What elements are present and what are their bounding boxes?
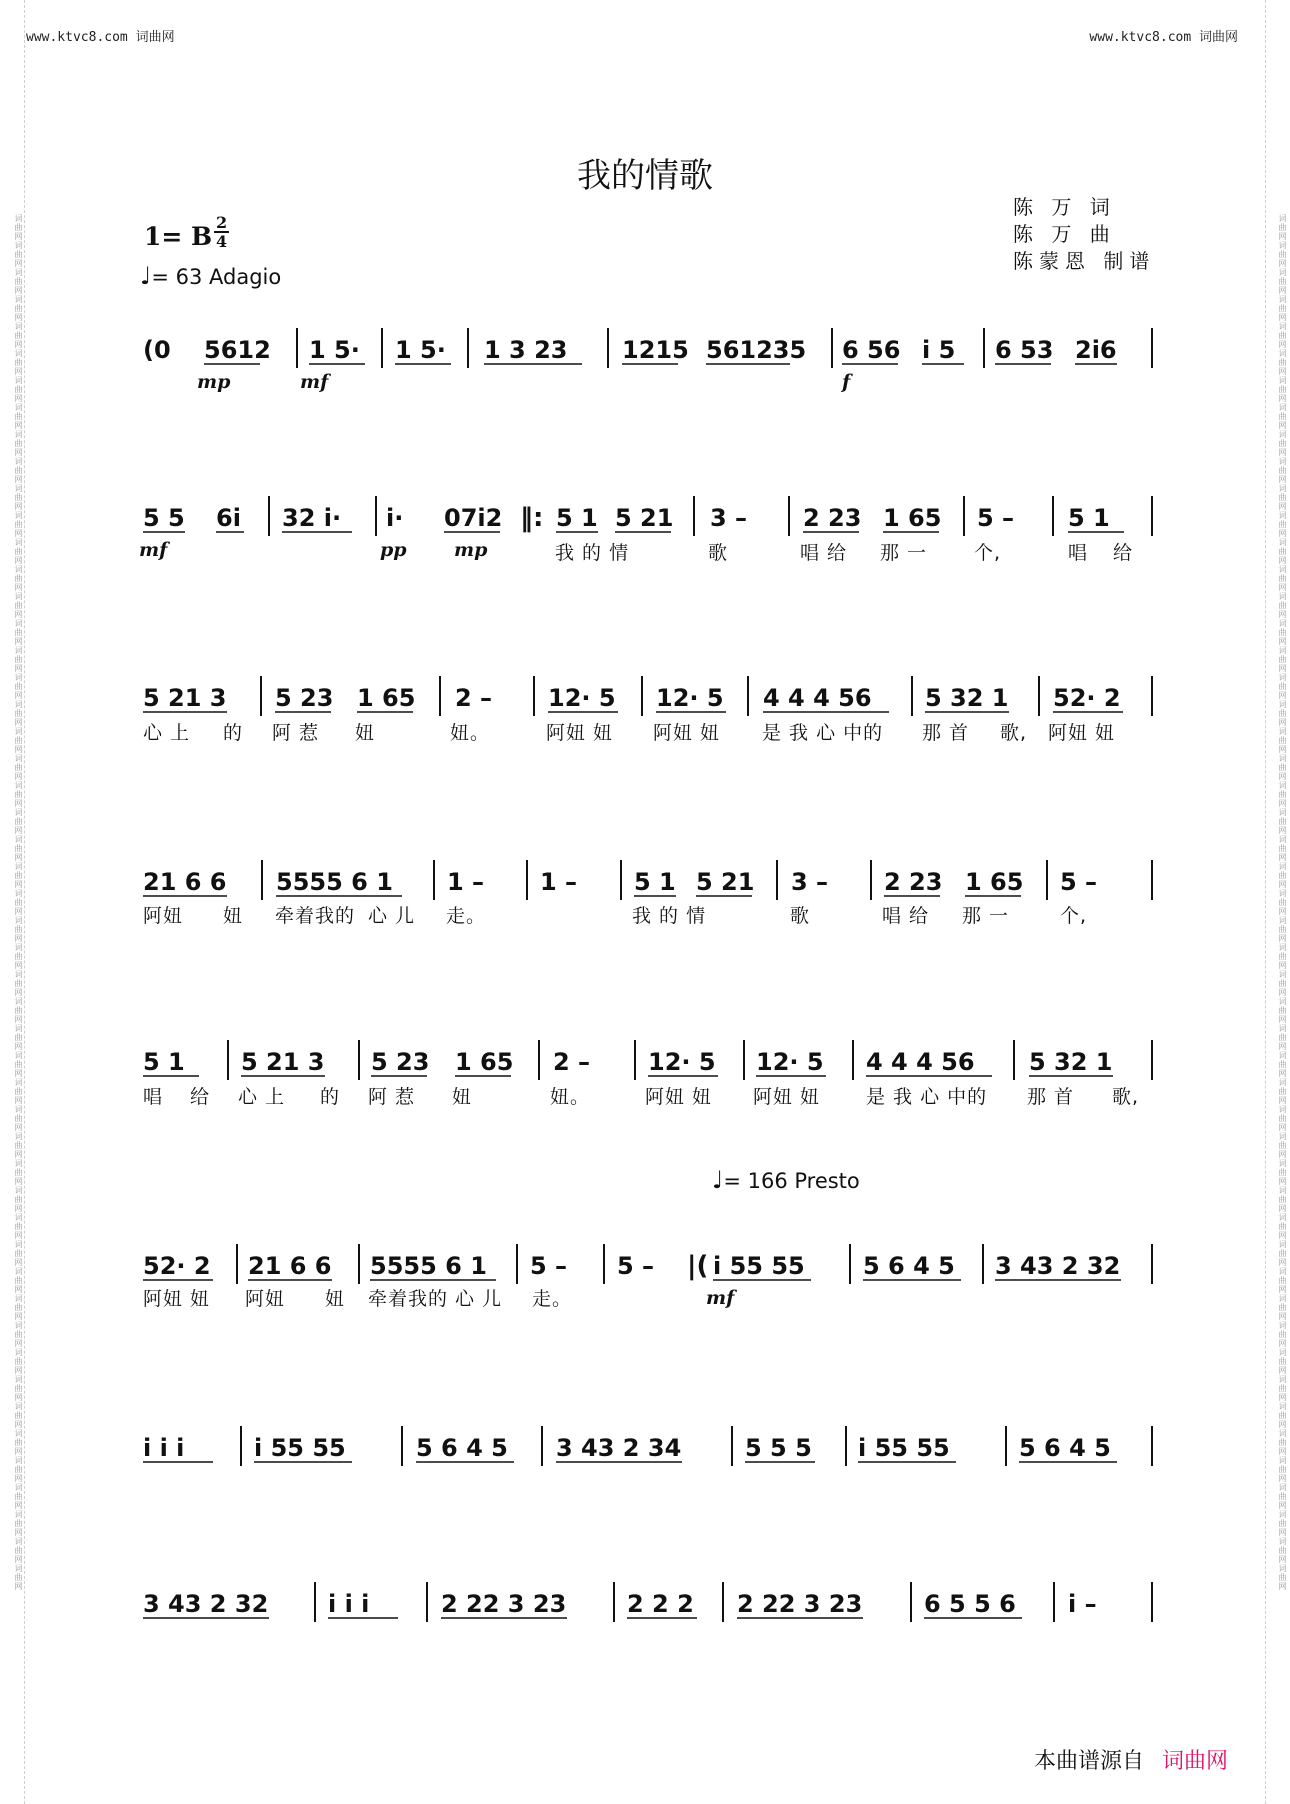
lyric-syllables: 妞 xyxy=(223,905,244,927)
quarter-note-icon: ♩ xyxy=(140,262,152,290)
note-group: 4 4 4 56 xyxy=(866,1048,975,1076)
note-group: 4 4 4 56 xyxy=(763,684,872,712)
note-group: 52· 2 xyxy=(143,1252,211,1280)
dynamic-marking: pp xyxy=(380,539,407,561)
note-group: 12· 5 xyxy=(756,1048,824,1076)
note-group: 6 56 xyxy=(842,336,901,364)
lyric-syllables: 我 的 情 xyxy=(555,542,630,564)
key-signature: 1= B xyxy=(144,222,213,251)
note-group: 1 65 xyxy=(965,868,1024,896)
left-watermark-strip: 词曲网词曲网词曲网词曲网词曲网词曲网词曲网词曲网词曲网词曲网词曲网词曲网词曲网词曲网词曲网词曲网词曲网词曲网词曲网词曲网词曲网词曲网词曲网词曲网词曲网词曲网词曲网词曲网词曲网词曲网词曲网词曲网词曲网词曲网词曲网词曲网词曲网词曲网词曲网词曲网词曲网词曲网词曲网词曲网词曲网词曲网词曲网词曲网词曲网词曲网词曲网 xyxy=(2,0,25,1804)
note-group: 1215 xyxy=(622,336,689,364)
note-group: 5 1 xyxy=(143,1048,185,1076)
note-group: 1 – xyxy=(540,868,578,896)
time-signature xyxy=(214,214,229,250)
note-group: 2 23 xyxy=(884,868,943,896)
lyric-syllables: 阿妞 妞 xyxy=(753,1086,821,1108)
credit-composer: 陈 万 曲 xyxy=(1013,222,1116,246)
note-group: 2 2 2 xyxy=(627,1590,694,1618)
source-footer xyxy=(1034,1744,1228,1775)
note-group: 32 i· xyxy=(282,504,342,532)
lyric-syllables: 那 一 xyxy=(962,905,1010,927)
lyric-syllables: 唱 给 xyxy=(800,542,848,564)
note-group: 5612 xyxy=(204,336,271,364)
note-group: 1 65 xyxy=(883,504,942,532)
note-group: 5 6 4 5 xyxy=(1019,1434,1111,1462)
lyric-syllables: 妞 xyxy=(325,1288,346,1310)
site-url-left: www.ktvc8.com 词曲网 xyxy=(26,30,175,45)
lyric-syllables: 心 上 xyxy=(238,1086,286,1108)
lyric-syllables: 那 首 xyxy=(1027,1086,1075,1108)
lyric-syllables: 妞 xyxy=(355,722,376,744)
lyric-syllables: 妞。 xyxy=(450,722,491,744)
note-group: 5 – xyxy=(617,1252,655,1280)
dynamic-marking: f xyxy=(842,371,851,393)
lyric-syllables: 走。 xyxy=(532,1288,573,1310)
note-group: 5 – xyxy=(977,504,1015,532)
lyric-syllables: 心 儿 xyxy=(368,905,416,927)
note-group: 5 21 3 xyxy=(143,684,227,712)
note-group: 5 32 1 xyxy=(1029,1048,1113,1076)
dynamic-marking: mp xyxy=(454,539,488,561)
time-numerator: 2 xyxy=(216,213,228,232)
note-group: 5 21 3 xyxy=(241,1048,325,1076)
note-group: 52· 2 xyxy=(1053,684,1121,712)
dynamic-marking: mf xyxy=(706,1287,735,1309)
note-group: i i i xyxy=(143,1434,185,1462)
song-title: 我的情歌 xyxy=(577,156,713,196)
lyric-syllables: 牵着我的 xyxy=(368,1288,449,1310)
note-group: i 5 xyxy=(922,336,956,364)
note-group: 2 – xyxy=(553,1048,591,1076)
score-row-8 xyxy=(0,1560,1290,1650)
lyric-syllables: 那 一 xyxy=(880,542,928,564)
credit-lyricist: 陈 万 词 xyxy=(1013,195,1116,219)
note-group: 21 6 6 xyxy=(248,1252,332,1280)
note-group: 1 5· xyxy=(395,336,446,364)
score-row-1 xyxy=(0,306,1290,396)
note-group: 5 5 xyxy=(143,504,185,532)
note-group: 2 23 xyxy=(803,504,862,532)
dynamic-marking: mf xyxy=(139,539,168,561)
note-group: 21 6 6 xyxy=(143,868,227,896)
note-group: i· xyxy=(386,504,404,532)
quarter-note-icon: ♩ xyxy=(712,1166,724,1194)
lyric-syllables: 阿妞 妞 xyxy=(653,722,721,744)
lyric-syllables: 阿妞 xyxy=(245,1288,286,1310)
note-group: 5 1 xyxy=(556,504,598,532)
time-denominator: 4 xyxy=(216,232,228,251)
note-group: 5 32 1 xyxy=(925,684,1009,712)
note-group: 3 – xyxy=(710,504,748,532)
lyric-syllables: 牵着我的 xyxy=(275,905,356,927)
lyric-syllables: 唱 给 xyxy=(882,905,930,927)
note-group: 5 6 4 5 xyxy=(863,1252,955,1280)
lyric-syllables: 阿妞 xyxy=(143,905,184,927)
note-group: 5 23 xyxy=(371,1048,430,1076)
lyrics-row-4 xyxy=(0,901,1290,927)
lyric-syllables: 妞。 xyxy=(550,1086,591,1108)
lyric-syllables: 是 我 心 中的 xyxy=(866,1086,988,1108)
lyric-syllables: 是 我 心 中的 xyxy=(762,722,884,744)
note-group: 3 43 2 32 xyxy=(995,1252,1121,1280)
lyric-syllables: 歌 xyxy=(790,905,811,927)
note-group: 5 23 xyxy=(275,684,334,712)
note-group: 1 5· xyxy=(309,336,360,364)
note-group: 12· 5 xyxy=(648,1048,716,1076)
lyric-syllables: 心 上 xyxy=(143,722,191,744)
note-group: 3 43 2 34 xyxy=(556,1434,682,1462)
note-group: i 55 55 xyxy=(713,1252,805,1280)
credits-block xyxy=(1013,194,1155,275)
lyric-syllables: 阿妞 妞 xyxy=(1048,722,1116,744)
dynamic-marking: mp xyxy=(197,371,231,393)
note-group: 2 22 3 23 xyxy=(441,1590,567,1618)
lyric-syllables: 阿 惹 xyxy=(272,722,320,744)
lyric-syllables: 心 儿 xyxy=(455,1288,503,1310)
note-group: 5 6 4 5 xyxy=(416,1434,508,1462)
note-group: 561235 xyxy=(706,336,807,364)
note-group: 2i6 xyxy=(1075,336,1117,364)
dynamic-marking: mf xyxy=(300,371,329,393)
note-group: 3 – xyxy=(791,868,829,896)
lyric-syllables: 阿妞 妞 xyxy=(645,1086,713,1108)
note-group: 1 3 23 xyxy=(484,336,568,364)
note-group: 6 5 5 6 xyxy=(924,1590,1016,1618)
repeat-bar: |( xyxy=(687,1251,709,1281)
site-url-right: www.ktvc8.com 词曲网 xyxy=(1089,30,1238,45)
note-group: 1 65 xyxy=(357,684,416,712)
lyric-syllables: 走。 xyxy=(446,905,487,927)
note-group: 07i2 xyxy=(444,504,503,532)
note-group: i i i xyxy=(328,1590,370,1618)
brand-link[interactable]: 词曲网 xyxy=(1162,1749,1229,1774)
lyric-syllables: 的 xyxy=(320,1086,341,1108)
note-group: 6i xyxy=(216,504,241,532)
note-group: 5 1 xyxy=(634,868,676,896)
lyric-syllables: 阿 惹 xyxy=(368,1086,416,1108)
lyric-syllables: 我 的 情 xyxy=(632,905,707,927)
note-group: 2 – xyxy=(455,684,493,712)
right-watermark-strip: 词曲网词曲网词曲网词曲网词曲网词曲网词曲网词曲网词曲网词曲网词曲网词曲网词曲网词曲网词曲网词曲网词曲网词曲网词曲网词曲网词曲网词曲网词曲网词曲网词曲网词曲网词曲网词曲网词曲网词曲网词曲网词曲网词曲网词曲网词曲网词曲网词曲网词曲网词曲网词曲网词曲网词曲网词曲网词曲网词曲网词曲网词曲网词曲网词曲网词曲网词曲网 xyxy=(1265,0,1288,1804)
credit-arranger: 陈蒙恩 制谱 xyxy=(1013,249,1156,273)
lyric-syllables: 阿妞 妞 xyxy=(143,1288,211,1310)
lyric-syllables: 妞 xyxy=(452,1086,473,1108)
tempo-presto-text: = 166 Presto xyxy=(723,1169,860,1193)
note-group: 5 21 xyxy=(696,868,755,896)
lyric-syllables: 的 xyxy=(223,722,244,744)
lyrics-row-5 xyxy=(0,1082,1290,1108)
note-group: 12· 5 xyxy=(548,684,616,712)
note-group: i 55 55 xyxy=(858,1434,950,1462)
lyric-syllables: 那 首 xyxy=(922,722,970,744)
note-group: 5 1 xyxy=(1068,504,1110,532)
lyric-syllables: 阿妞 妞 xyxy=(546,722,614,744)
tempo-marking-adagio xyxy=(140,262,281,290)
note-group: 2 22 3 23 xyxy=(737,1590,863,1618)
lyrics-row-3 xyxy=(0,718,1290,744)
note-group: 5 21 xyxy=(615,504,674,532)
note-group: 5 – xyxy=(1060,868,1098,896)
lyric-syllables: 个, xyxy=(1060,905,1088,927)
lyric-syllables: 个, xyxy=(974,542,1002,564)
lyric-syllables: 给 xyxy=(1113,542,1134,564)
note-group: 5555 6 1 xyxy=(276,868,393,896)
note-group: i – xyxy=(1068,1590,1097,1618)
source-label: 本曲谱源自 xyxy=(1034,1749,1145,1774)
score-row-7 xyxy=(0,1404,1290,1494)
lyrics-row-2 xyxy=(0,538,1290,564)
note-group: i 55 55 xyxy=(254,1434,346,1462)
tempo-adagio-text: = 63 Adagio xyxy=(151,265,282,289)
tempo-marking-presto xyxy=(712,1166,860,1194)
lyric-syllables: 歌 xyxy=(708,542,729,564)
note-group: 1 65 xyxy=(455,1048,514,1076)
repeat-bar: ‖: xyxy=(520,503,544,533)
lyric-syllables: 唱 xyxy=(1068,542,1089,564)
note-group: 12· 5 xyxy=(656,684,724,712)
note-group: 1 – xyxy=(447,868,485,896)
note-group: 5555 6 1 xyxy=(370,1252,487,1280)
lyric-syllables: 给 xyxy=(190,1086,211,1108)
note-group: 5 5 5 xyxy=(745,1434,812,1462)
lyric-syllables: 歌, xyxy=(1112,1086,1140,1108)
lyric-syllables: 唱 xyxy=(143,1086,164,1108)
note-group: 5 – xyxy=(530,1252,568,1280)
lyric-syllables: 歌, xyxy=(1000,722,1028,744)
note-group: 6 53 xyxy=(995,336,1054,364)
note-group: (0 xyxy=(143,336,171,364)
note-group: 3 43 2 32 xyxy=(143,1590,269,1618)
lyrics-row-6 xyxy=(0,1284,1290,1310)
